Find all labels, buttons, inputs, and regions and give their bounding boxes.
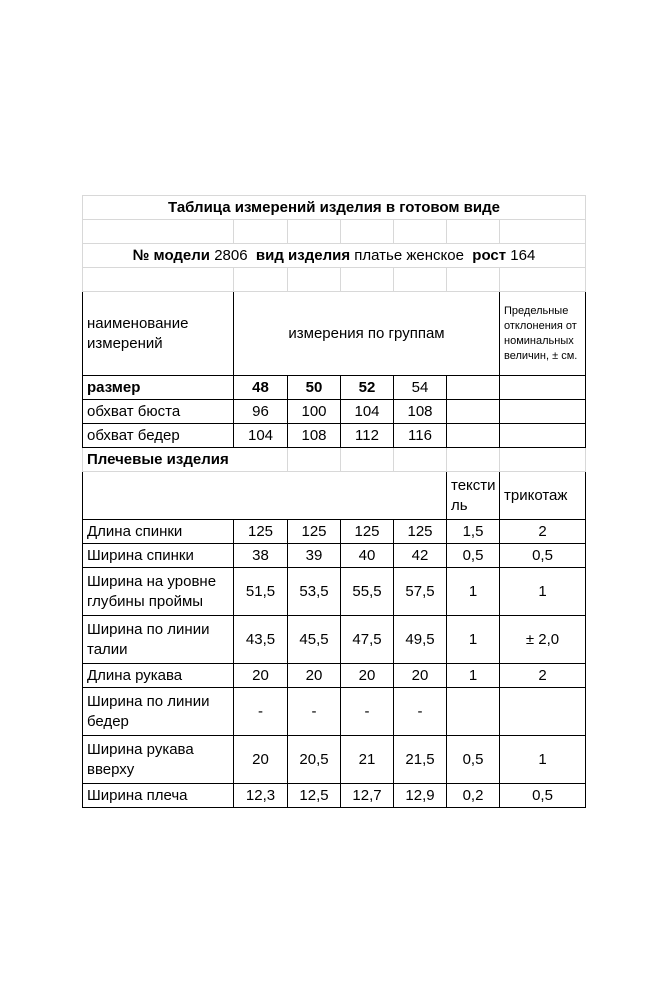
size-row [83,376,586,400]
measure-row [83,568,586,616]
measurement-table [82,195,586,808]
body-row-value: 96 [234,400,288,424]
body-row [83,424,586,448]
measure-label: Ширина по линии бедер [83,688,234,736]
type-value: платье женское [354,246,464,264]
measure-value: 45,5 [288,616,341,664]
knit-header: трикотаж [500,472,586,520]
knit-tolerance: 1 [500,568,586,616]
body-row-value: 100 [288,400,341,424]
body-row-value: 108 [288,424,341,448]
body-row-value: 108 [394,400,447,424]
model-row [83,244,586,268]
table-title: Таблица измерений изделия в готовом виде [83,196,586,220]
measure-value: 125 [234,520,288,544]
body-row-value: 104 [341,400,394,424]
measure-value: 40 [341,544,394,568]
measure-row [83,736,586,784]
knit-tolerance: 1 [500,736,586,784]
measure-row [83,520,586,544]
knit-tolerance: ± 2,0 [500,616,586,664]
measure-value: 12,5 [288,784,341,808]
body-row-value: 104 [234,424,288,448]
measure-label: Длина спинки [83,520,234,544]
measure-value: - [394,688,447,736]
measure-row [83,784,586,808]
textile-tolerance: 1,5 [447,520,500,544]
type-label: вид изделия [255,246,351,264]
measure-row [83,664,586,688]
measure-value: 49,5 [394,616,447,664]
measure-value: 20 [234,664,288,688]
section-title: Плечевые изделия [83,448,288,472]
knit-tolerance [500,688,586,736]
measure-value: - [288,688,341,736]
measurement-sheet [82,195,585,808]
height-value: 164 [510,246,536,264]
textile-tolerance: 0,2 [447,784,500,808]
measure-row [83,616,586,664]
measure-value: 12,9 [394,784,447,808]
groups-col-header: измерения по группам [234,292,500,376]
measure-value: 125 [394,520,447,544]
knit-tolerance: 2 [500,664,586,688]
measure-value: - [234,688,288,736]
spacer-row [83,268,586,292]
body-row-label: обхват бедер [83,424,234,448]
tolerance-header-row [83,472,586,520]
height-label: рост [472,246,507,264]
measure-label: Ширина по линии талии [83,616,234,664]
textile-tolerance: 0,5 [447,736,500,784]
body-row-value: 116 [394,424,447,448]
measure-value: - [341,688,394,736]
measure-value: 21,5 [394,736,447,784]
title-row [83,196,586,220]
measure-value: 55,5 [341,568,394,616]
measure-row [83,544,586,568]
measure-value: 53,5 [288,568,341,616]
measure-value: 57,5 [394,568,447,616]
body-row [83,400,586,424]
section-row [83,448,586,472]
knit-tolerance: 2 [500,520,586,544]
measure-value: 43,5 [234,616,288,664]
model-label: № модели [132,246,211,264]
name-col-header: наименование измерений [83,292,234,376]
body-row-value: 112 [341,424,394,448]
measure-value: 39 [288,544,341,568]
measure-value: 125 [341,520,394,544]
measure-label: Длина рукава [83,664,234,688]
measure-value: 20 [394,664,447,688]
textile-header: тексти ль [447,472,500,520]
measure-value: 12,3 [234,784,288,808]
size-cell: 50 [288,376,341,400]
knit-tolerance: 0,5 [500,544,586,568]
measure-value: 12,7 [341,784,394,808]
tolerance-col-header: Предельные отклонения от номинальных величин, ± см. [500,292,586,376]
size-cell: 48 [234,376,288,400]
measure-value: 20 [234,736,288,784]
knit-tolerance: 0,5 [500,784,586,808]
measure-value: 47,5 [341,616,394,664]
measure-label: Ширина спинки [83,544,234,568]
measure-row [83,688,586,736]
measure-label: Ширина на уровне глубины проймы [83,568,234,616]
measure-label: Ширина рукава вверху [83,736,234,784]
measure-value: 20,5 [288,736,341,784]
measure-value: 38 [234,544,288,568]
textile-tolerance: 1 [447,568,500,616]
measure-value: 51,5 [234,568,288,616]
measure-value: 20 [288,664,341,688]
measure-value: 20 [341,664,394,688]
size-cell: 52 [341,376,394,400]
measure-label: Ширина плеча [83,784,234,808]
body-row-label: обхват бюста [83,400,234,424]
textile-tolerance [447,688,500,736]
size-label: размер [83,376,234,400]
measure-value: 21 [341,736,394,784]
model-line [83,244,586,268]
header-row [83,292,586,376]
textile-tolerance: 0,5 [447,544,500,568]
measure-value: 42 [394,544,447,568]
model-value: 2806 [214,246,248,264]
size-cell: 54 [394,376,447,400]
textile-tolerance: 1 [447,616,500,664]
spacer-row [83,220,586,244]
measure-value: 125 [288,520,341,544]
textile-tolerance: 1 [447,664,500,688]
